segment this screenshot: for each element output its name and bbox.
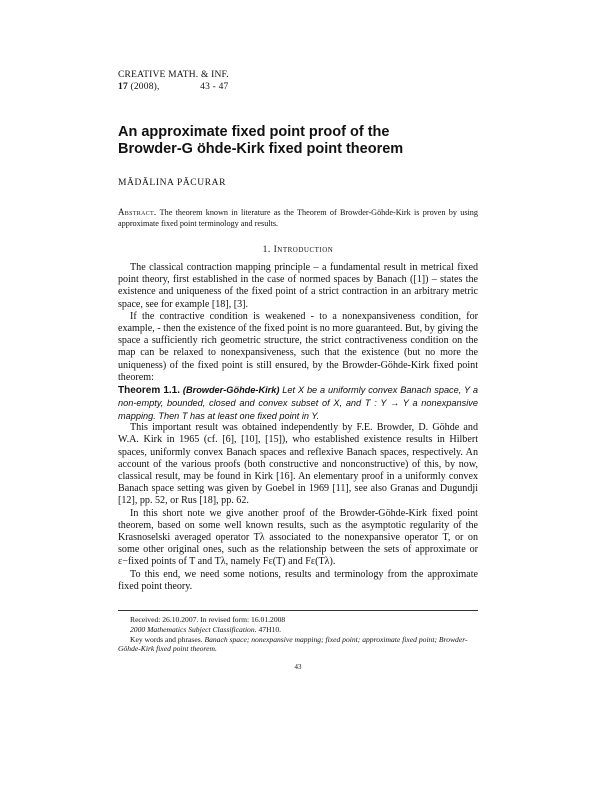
theorem-text: Let X be a uniformly convex Banach space, Y a non-empty, bounded, closed and convex subset of X, and T : Y → Y a nonexpansive mapping. Then T has at least one fixed point in Y.	[118, 385, 478, 421]
abstract-text: The theorem known in literature as the Theorem of Browder-Göhde-Kirk is proven by using approximate fixed point terminology and results.	[118, 208, 478, 228]
msc-classification	[118, 625, 478, 635]
journal-year: (2008),	[130, 82, 160, 92]
body-text	[118, 262, 478, 593]
theorem-name: (Browder-Göhde-Kirk)	[182, 385, 280, 396]
paragraph: If the contractive condition is weakened - to a nonexpansiveness condition, for example, - then the existence of the fixed point is no more guaranteed. But, by giving the space a sufficiently rich geometric structure, the strict contractiveness condition on the map can be relaxed to nonexpansiveness, such that the existence (but no more the uniqueness) of the fixed point is still ensured, by the Browder-Göhde-Kirk fixed point theorem:	[118, 310, 478, 383]
section-heading	[118, 245, 478, 255]
paragraph: In this short note we give another proof of the Browder-Göhde-Kirk fixed point theorem, based on some well known results, such as the asymptotic regularity of the Krasnoselski averaged operator Tλ associated to the nonexpansive operator T, or on some other original ones, such as the relationship between the sets of approximate or ε−fixed points of T and Tλ, namely Fε(T) and Fε(Tλ).	[118, 507, 478, 568]
journal-volume-line	[118, 81, 229, 93]
journal-volume: 17	[118, 82, 128, 92]
abstract-label: Abstract.	[118, 207, 157, 217]
journal-name: CREATIVE MATH. & INF.	[118, 70, 229, 80]
keywords-label: Key words and phrases.	[130, 634, 203, 644]
footnote-rule	[118, 610, 478, 611]
title-line-2: Browder-G öhde-Kirk fixed point theorem	[118, 141, 404, 157]
paragraph: The classical contraction mapping principle – a fundamental result in metrical fixed point theory, first established in the case of normed spaces by Banach ([1]) – states the existence and uniqueness of the fixed point of a strict contraction in an arbitrary metric space, see for example [18], [3].	[118, 262, 478, 310]
journal-pages: 43 - 47	[200, 82, 229, 92]
paper-title	[118, 124, 478, 158]
paragraph: This important result was obtained independently by F.E. Browder, D. Göhde and W.A. Kirk in 1965 (cf. [6], [10], [15]), who established existence results in Hilbert spaces, uniformly convex Banach spaces and reflexive Banach spaces, respectively. An account of the various proofs (both constructive and nonconstructive) of this, by now, classical result, may be found in Kirk [16]. An elementary proof in a uniformly convex Banach space setting was given by Goebel in 1969 [11], see also Granas and Dugundji [12], pp. 52, or Rus [18], pp. 62.	[118, 422, 478, 507]
received-date: Received: 26.10.2007. In revised form: 16.01.2008	[130, 615, 286, 624]
journal-header	[118, 69, 229, 93]
abstract	[118, 207, 478, 229]
keywords	[118, 635, 478, 655]
msc-value: 47H10.	[258, 624, 282, 634]
theorem-label: Theorem 1.1.	[118, 385, 181, 397]
page-number: 43	[294, 663, 302, 671]
title-line-1: An approximate fixed point proof of the	[118, 124, 390, 140]
section-number: 1.	[262, 245, 271, 255]
paragraph: To this end, we need some notions, results and terminology from the approximate fixed point theory.	[118, 568, 478, 592]
footnotes	[118, 610, 478, 654]
author-name: MĂDĂLINA PĂCURAR	[118, 178, 227, 188]
section-title: Introduction	[273, 245, 334, 255]
theorem	[118, 384, 478, 422]
keywords-value: Banach space; nonexpansive mapping; fixed point; approximate fixed point; Browder-Göhde-Kirk fixed point theorem.	[118, 634, 468, 654]
msc-label: 2000 Mathematics Subject Classification.	[130, 624, 257, 634]
